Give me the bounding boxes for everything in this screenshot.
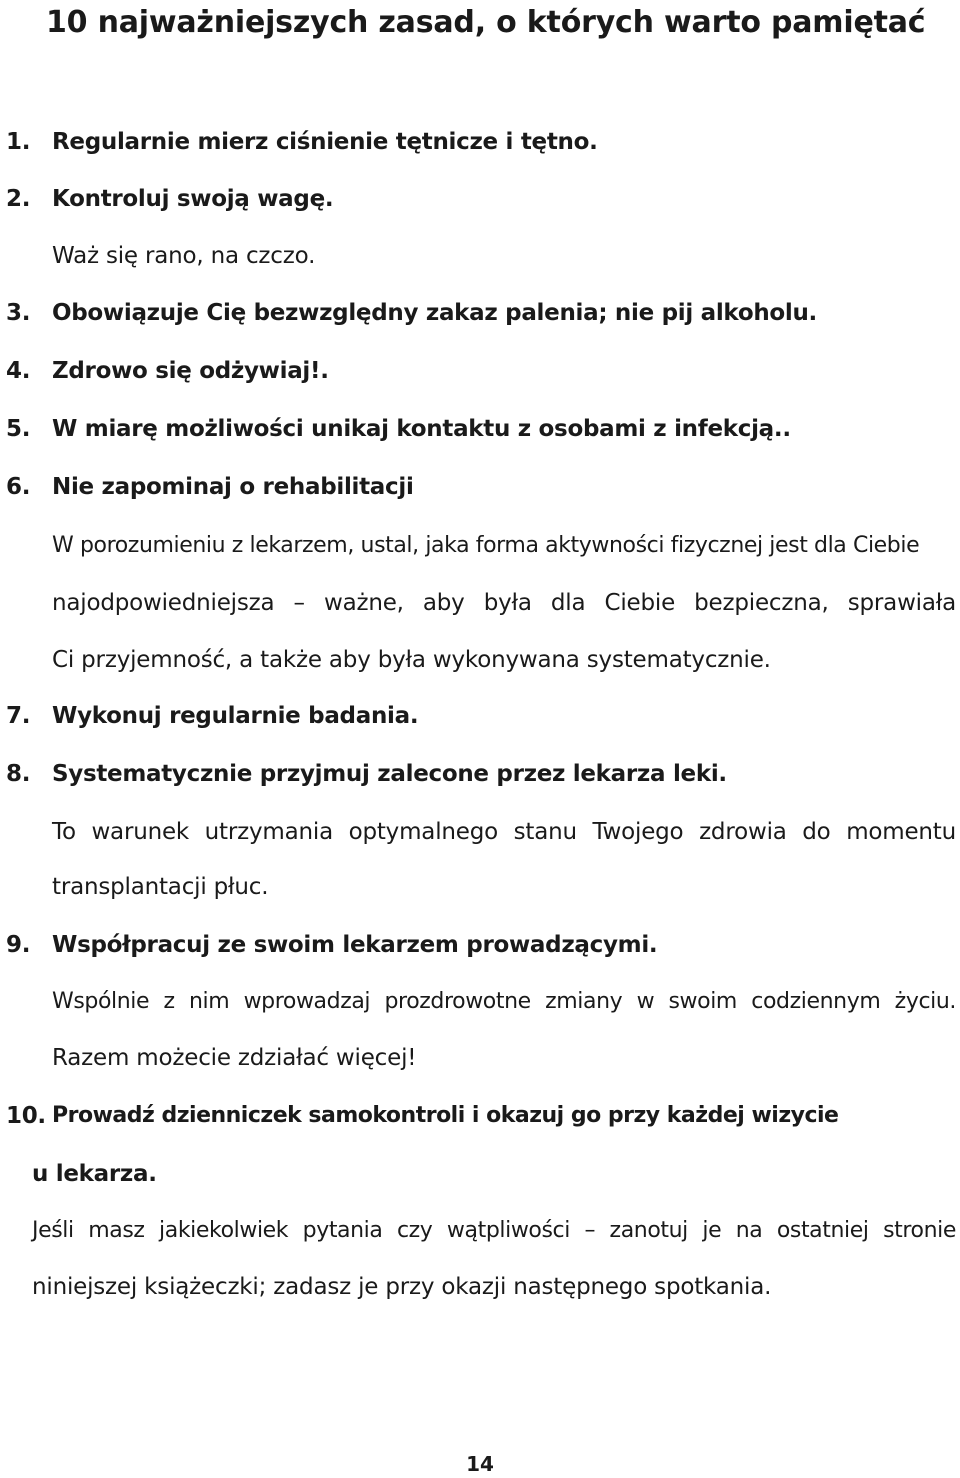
item-heading-continued: u lekarza.: [32, 1161, 157, 1187]
page-number: 14: [466, 1452, 494, 1476]
item-body-line: niniejszej książeczki; zadasz je przy okazji następnego spotkania.: [32, 1274, 772, 1300]
item-number: 8.: [6, 761, 31, 787]
item-number: 5.: [6, 416, 31, 442]
item-number: 7.: [6, 703, 31, 729]
item-heading: Zdrowo się odżywiaj!.: [52, 358, 329, 384]
item-heading: Prowadź dzienniczek samokontroli i okazuj go przy każdej wizycie: [52, 1103, 839, 1128]
page-title: 10 najważniejszych zasad, o których warto pamiętać: [46, 5, 926, 40]
item-number: 3.: [6, 300, 31, 326]
item-number: 1.: [6, 129, 31, 155]
item-heading: W miarę możliwości unikaj kontaktu z osobami z infekcją..: [52, 416, 791, 442]
item-heading: Obowiązuje Cię bezwzględny zakaz palenia; nie pij alkoholu.: [52, 300, 817, 326]
item-body-line: Waż się rano, na czczo.: [52, 243, 316, 269]
item-heading: Wykonuj regularnie badania.: [52, 703, 419, 729]
item-heading: Nie zapominaj o rehabilitacji: [52, 474, 414, 500]
item-body-line: To warunek utrzymania optymalnego stanu Twojego zdrowia do momentu: [52, 819, 956, 845]
item-body-line: Wspólnie z nim wprowadzaj prozdrowotne zmiany w swoim codziennym życiu.: [52, 989, 956, 1014]
item-number: 2.: [6, 186, 31, 212]
item-number: 10.: [6, 1103, 46, 1129]
item-body-line: Jeśli masz jakiekolwiek pytania czy wątpliwości – zanotuj je na ostatniej stronie: [32, 1218, 956, 1243]
item-body-line: Ci przyjemność, a także aby była wykonywana systematycznie.: [52, 647, 771, 673]
item-body-line: W porozumieniu z lekarzem, ustal, jaka forma aktywności fizycznej jest dla Ciebie: [52, 533, 920, 558]
item-heading: Kontroluj swoją wagę.: [52, 186, 334, 212]
item-body-line: transplantacji płuc.: [52, 874, 269, 900]
item-number: 9.: [6, 932, 31, 958]
item-heading: Regularnie mierz ciśnienie tętnicze i tętno.: [52, 129, 598, 155]
item-heading: Współpracuj ze swoim lekarzem prowadzącymi.: [52, 932, 658, 958]
item-number: 6.: [6, 474, 31, 500]
item-body-line: najodpowiedniejsza – ważne, aby była dla Ciebie bezpieczna, sprawiała: [52, 590, 956, 616]
item-heading: Systematycznie przyjmuj zalecone przez lekarza leki.: [52, 761, 727, 787]
item-body-line: Razem możecie zdziałać więcej!: [52, 1045, 417, 1071]
item-number: 4.: [6, 358, 31, 384]
